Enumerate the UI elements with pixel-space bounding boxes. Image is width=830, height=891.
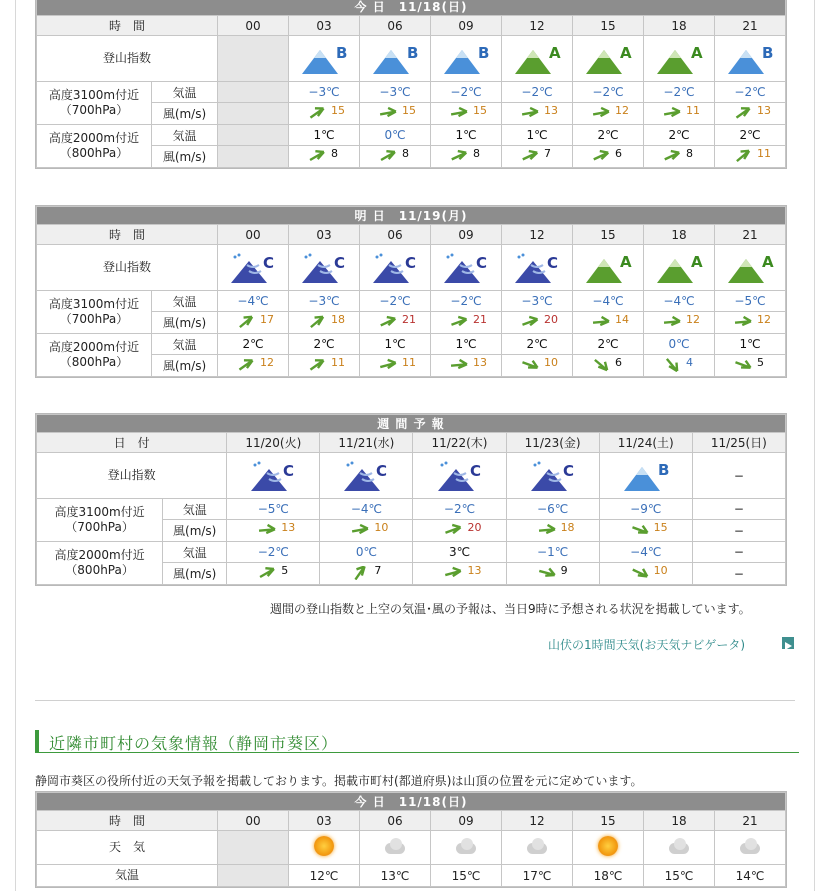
wind-cell: 12 — [644, 312, 715, 334]
alt1-temp-row — [37, 291, 786, 312]
empty-cell — [218, 146, 289, 168]
wind-arrow-icon — [257, 523, 277, 537]
wind-cell: 8 — [644, 146, 715, 168]
hourly-weather-link[interactable]: 山伏の1時間天気(お天気ナビゲータ) — [548, 638, 745, 652]
wind-cell: − — [692, 520, 785, 542]
wind-cell: 14 — [573, 312, 644, 334]
temp-cell: −2℃ — [502, 82, 573, 103]
wind-arrow-icon — [591, 315, 611, 329]
temp-cell: −2℃ — [644, 82, 715, 103]
wind-cell: 11 — [715, 146, 786, 168]
sun-icon — [598, 836, 618, 856]
svg-text:C: C — [263, 253, 275, 272]
svg-text:C: C — [562, 461, 574, 480]
svg-text:B: B — [478, 43, 490, 62]
wind-cell: 13 — [431, 355, 502, 377]
wind-cell: 11 — [289, 355, 360, 377]
section-divider — [35, 700, 795, 701]
mountain-icon — [644, 36, 715, 82]
section-title-text: 近隣市町村の気象情報（静岡市葵区） — [49, 734, 339, 753]
cloud-icon — [667, 838, 691, 854]
arrow-right-icon[interactable] — [782, 637, 794, 649]
weather-row — [37, 831, 786, 865]
time-cell: 18 — [644, 811, 715, 831]
date-cell: 11/20(火) — [227, 433, 320, 453]
temp-cell: 1℃ — [715, 334, 786, 355]
mountain-icon — [573, 245, 644, 291]
time-cell: 12 — [502, 225, 573, 245]
temp-label: 気温 — [37, 865, 218, 887]
storm-mountain-icon — [502, 245, 573, 291]
wind-arrow-icon — [307, 149, 327, 163]
temp-cell: −3℃ — [502, 291, 573, 312]
alt2-temp-row — [37, 542, 786, 563]
mountain-icon — [289, 36, 360, 82]
temp-label: 気温 — [163, 542, 227, 563]
wind-arrow-icon — [662, 106, 682, 120]
wind-arrow-icon — [630, 523, 650, 537]
wind-cell: 17 — [218, 312, 289, 334]
temp-label: 気温 — [152, 291, 218, 312]
temp-cell: −3℃ — [360, 82, 431, 103]
wind-cell: 10 — [599, 563, 692, 585]
storm-mountain-icon — [431, 245, 502, 291]
date-label: 日 付 — [37, 433, 227, 453]
index-cell: − — [692, 453, 785, 499]
time-label: 時 間 — [37, 16, 218, 36]
wind-arrow-icon — [443, 523, 463, 537]
storm-mountain-icon — [289, 245, 360, 291]
temp-cell: 1℃ — [431, 334, 502, 355]
alt1-label: 高度3100m付近 （700hPa） — [37, 499, 163, 542]
temp-cell: 15℃ — [431, 865, 502, 887]
mountain-icon — [431, 36, 502, 82]
wind-cell: 8 — [360, 146, 431, 168]
time-cell: 09 — [431, 16, 502, 36]
temp-row — [37, 865, 786, 887]
wind-cell: 18 — [289, 312, 360, 334]
temp-cell: 15℃ — [644, 865, 715, 887]
page-border-left — [15, 0, 16, 891]
wind-label: 風(m/s) — [163, 563, 227, 585]
wind-arrow-icon — [537, 523, 557, 537]
wind-cell: 15 — [599, 520, 692, 542]
temp-cell: 2℃ — [218, 334, 289, 355]
storm-mountain-icon — [360, 245, 431, 291]
svg-text:A: A — [620, 252, 632, 271]
wind-cell: 9 — [506, 563, 599, 585]
nearby-header: 今 日 11/18(日) — [37, 793, 786, 811]
wind-arrow-icon — [350, 566, 370, 580]
wind-cell: 11 — [360, 355, 431, 377]
temp-cell: −6℃ — [506, 499, 599, 520]
weekly-forecast-table — [35, 413, 787, 586]
temp-cell: 1℃ — [360, 334, 431, 355]
weather-cell — [431, 831, 502, 865]
storm-mountain-icon — [218, 245, 289, 291]
temp-label: 気温 — [152, 334, 218, 355]
nearby-forecast-table — [35, 791, 787, 888]
weather-cell — [502, 831, 573, 865]
temp-cell: −5℃ — [227, 499, 320, 520]
wind-arrow-icon — [733, 315, 753, 329]
time-label: 時 間 — [37, 811, 218, 831]
wind-arrow-icon — [733, 106, 753, 120]
cloud-icon — [383, 838, 407, 854]
wind-cell: 15 — [360, 103, 431, 125]
tomorrow-header: 明 日 11/19(月) — [37, 207, 786, 225]
wind-cell: 20 — [502, 312, 573, 334]
wind-cell: 11 — [644, 103, 715, 125]
svg-text:C: C — [405, 253, 417, 272]
storm-mountain-icon — [506, 453, 599, 499]
wind-arrow-icon — [662, 149, 682, 163]
date-cell: 11/21(水) — [320, 433, 413, 453]
wind-arrow-icon — [443, 566, 463, 580]
empty-cell — [218, 125, 289, 146]
alt2-temp-row — [37, 334, 786, 355]
wind-arrow-icon — [591, 106, 611, 120]
svg-text:C: C — [376, 461, 388, 480]
svg-text:B: B — [657, 460, 670, 479]
wind-cell: 15 — [289, 103, 360, 125]
svg-text:C: C — [476, 253, 488, 272]
today-forecast-table — [35, 0, 787, 169]
index-row — [37, 36, 786, 82]
wind-arrow-icon — [449, 106, 469, 120]
tomorrow-forecast-table — [35, 205, 787, 378]
wind-arrow-icon — [257, 566, 277, 580]
temp-cell: − — [692, 542, 785, 563]
index-cell-empty — [218, 36, 289, 82]
date-row — [37, 433, 786, 453]
wind-cell: 12 — [573, 103, 644, 125]
wind-cell: 5 — [227, 563, 320, 585]
wind-arrow-icon — [307, 106, 327, 120]
empty-cell — [218, 865, 289, 887]
time-label: 時 間 — [37, 225, 218, 245]
svg-text:A: A — [549, 43, 561, 62]
time-cell: 06 — [360, 16, 431, 36]
temp-cell: −2℃ — [227, 542, 320, 563]
wind-arrow-icon — [236, 358, 256, 372]
mountain-icon — [502, 36, 573, 82]
wind-cell: 7 — [502, 146, 573, 168]
index-label: 登山指数 — [37, 36, 218, 82]
mountain-icon — [573, 36, 644, 82]
cloud-icon — [454, 838, 478, 854]
wind-cell: 7 — [320, 563, 413, 585]
time-cell: 15 — [573, 225, 644, 245]
wind-arrow-icon — [350, 523, 370, 537]
wind-cell: 20 — [413, 520, 506, 542]
temp-cell: 14℃ — [715, 865, 786, 887]
weather-label: 天 気 — [37, 831, 218, 865]
temp-cell: −4℃ — [599, 542, 692, 563]
wind-arrow-icon — [520, 315, 540, 329]
time-row — [37, 225, 786, 245]
temp-cell: 1℃ — [431, 125, 502, 146]
svg-text:C: C — [334, 253, 346, 272]
time-cell: 09 — [431, 811, 502, 831]
wind-cell: 18 — [506, 520, 599, 542]
svg-text:B: B — [407, 43, 419, 62]
temp-cell: −1℃ — [506, 542, 599, 563]
svg-text:C: C — [469, 461, 481, 480]
wind-arrow-icon — [662, 358, 682, 372]
wind-cell: 10 — [502, 355, 573, 377]
temp-cell: 3℃ — [413, 542, 506, 563]
temp-cell: −4℃ — [573, 291, 644, 312]
time-cell: 21 — [715, 16, 786, 36]
svg-text:C: C — [547, 253, 559, 272]
wind-cell: 13 — [413, 563, 506, 585]
temp-cell: 12℃ — [289, 865, 360, 887]
temp-label: 気温 — [152, 82, 218, 103]
date-cell: 11/24(土) — [599, 433, 692, 453]
mountain-icon — [715, 245, 786, 291]
storm-mountain-icon — [413, 453, 506, 499]
alt2-label: 高度2000m付近 （800hPa） — [37, 542, 163, 585]
index-row — [37, 453, 786, 499]
weekly-note: 週間の登山指数と上空の気温･風の予報は、当日9時に予想される状況を掲載しています。 — [270, 602, 751, 616]
temp-label: 気温 — [163, 499, 227, 520]
wind-cell: 4 — [644, 355, 715, 377]
date-cell: 11/22(木) — [413, 433, 506, 453]
wind-arrow-icon — [449, 149, 469, 163]
wind-cell: 12 — [715, 312, 786, 334]
cloud-icon — [738, 838, 762, 854]
weekly-header: 週 間 予 報 — [37, 415, 786, 433]
time-cell: 12 — [502, 811, 573, 831]
temp-cell: 2℃ — [644, 125, 715, 146]
index-row — [37, 245, 786, 291]
mountain-icon — [715, 36, 786, 82]
wind-arrow-icon — [520, 106, 540, 120]
time-row — [37, 811, 786, 831]
wind-arrow-icon — [537, 566, 557, 580]
time-row — [37, 16, 786, 36]
wind-label: 風(m/s) — [152, 312, 218, 334]
svg-text:A: A — [762, 252, 774, 271]
wind-arrow-icon — [378, 315, 398, 329]
alt1-temp-row — [37, 82, 786, 103]
temp-cell: 17℃ — [502, 865, 573, 887]
temp-cell: −2℃ — [715, 82, 786, 103]
temp-label: 気温 — [152, 125, 218, 146]
weather-cell — [715, 831, 786, 865]
wind-cell: 8 — [431, 146, 502, 168]
time-cell: 09 — [431, 225, 502, 245]
temp-cell: 2℃ — [573, 334, 644, 355]
alt2-temp-row — [37, 125, 786, 146]
wind-cell: − — [692, 563, 785, 585]
wind-arrow-icon — [520, 358, 540, 372]
page-border-right — [814, 0, 815, 891]
wind-label: 風(m/s) — [152, 146, 218, 168]
wind-cell: 15 — [431, 103, 502, 125]
svg-text:A: A — [620, 43, 632, 62]
time-cell: 03 — [289, 225, 360, 245]
temp-cell: −4℃ — [644, 291, 715, 312]
temp-cell: −9℃ — [599, 499, 692, 520]
temp-cell: −2℃ — [431, 291, 502, 312]
time-cell: 03 — [289, 811, 360, 831]
temp-cell: 1℃ — [289, 125, 360, 146]
weather-cell — [289, 831, 360, 865]
mountain-icon — [599, 453, 692, 499]
temp-cell: −3℃ — [289, 291, 360, 312]
alt1-label: 高度3100m付近 （700hPa） — [37, 82, 152, 125]
weather-cell — [573, 831, 644, 865]
temp-cell: −2℃ — [413, 499, 506, 520]
wind-arrow-icon — [591, 149, 611, 163]
wind-arrow-icon — [378, 106, 398, 120]
sun-icon — [314, 836, 334, 856]
temp-cell: −4℃ — [320, 499, 413, 520]
wind-arrow-icon — [662, 315, 682, 329]
time-cell: 00 — [218, 225, 289, 245]
alt1-temp-row — [37, 499, 786, 520]
svg-text:A: A — [691, 252, 703, 271]
temp-cell: 13℃ — [360, 865, 431, 887]
time-cell: 06 — [360, 811, 431, 831]
time-cell: 18 — [644, 225, 715, 245]
wind-arrow-icon — [236, 315, 256, 329]
mountain-icon — [360, 36, 431, 82]
wind-cell: 10 — [320, 520, 413, 542]
time-cell: 00 — [218, 16, 289, 36]
weather-cell — [360, 831, 431, 865]
weather-cell — [644, 831, 715, 865]
wind-arrow-icon — [630, 566, 650, 580]
temp-cell: − — [692, 499, 785, 520]
wind-arrow-icon — [378, 358, 398, 372]
date-cell: 11/23(金) — [506, 433, 599, 453]
time-cell: 18 — [644, 16, 715, 36]
today-header: 今 日 11/18(日) — [37, 0, 786, 16]
section-title — [35, 730, 799, 753]
temp-cell: 2℃ — [715, 125, 786, 146]
temp-cell: 2℃ — [289, 334, 360, 355]
temp-cell: −2℃ — [360, 291, 431, 312]
wind-arrow-icon — [378, 149, 398, 163]
temp-cell: 0℃ — [360, 125, 431, 146]
temp-cell: 0℃ — [644, 334, 715, 355]
temp-cell: 18℃ — [573, 865, 644, 887]
time-cell: 21 — [715, 225, 786, 245]
temp-cell: −3℃ — [289, 82, 360, 103]
cloud-icon — [525, 838, 549, 854]
temp-cell: 0℃ — [320, 542, 413, 563]
empty-cell — [218, 82, 289, 103]
wind-arrow-icon — [733, 149, 753, 163]
storm-mountain-icon — [227, 453, 320, 499]
temp-cell: −2℃ — [431, 82, 502, 103]
wind-label: 風(m/s) — [152, 355, 218, 377]
wind-cell: 6 — [573, 146, 644, 168]
wind-arrow-icon — [449, 358, 469, 372]
wind-arrow-icon — [307, 358, 327, 372]
empty-cell — [218, 103, 289, 125]
svg-text:B: B — [336, 43, 348, 62]
temp-cell: −4℃ — [218, 291, 289, 312]
time-cell: 15 — [573, 811, 644, 831]
temp-cell: 1℃ — [502, 125, 573, 146]
wind-arrow-icon — [449, 315, 469, 329]
time-cell: 12 — [502, 16, 573, 36]
time-cell: 06 — [360, 225, 431, 245]
wind-label: 風(m/s) — [163, 520, 227, 542]
wind-cell: 21 — [431, 312, 502, 334]
index-label: 登山指数 — [37, 245, 218, 291]
wind-label: 風(m/s) — [152, 103, 218, 125]
svg-text:A: A — [691, 43, 703, 62]
temp-cell: −2℃ — [573, 82, 644, 103]
alt2-label: 高度2000m付近 （800hPa） — [37, 334, 152, 377]
time-cell: 00 — [218, 811, 289, 831]
storm-mountain-icon — [320, 453, 413, 499]
svg-text:B: B — [762, 43, 774, 62]
temp-cell: −5℃ — [715, 291, 786, 312]
index-label: 登山指数 — [37, 453, 227, 499]
wind-arrow-icon — [591, 358, 611, 372]
alt2-label: 高度2000m付近 （800hPa） — [37, 125, 152, 168]
wind-cell: 5 — [715, 355, 786, 377]
time-cell: 15 — [573, 16, 644, 36]
alt1-label: 高度3100m付近 （700hPa） — [37, 291, 152, 334]
empty-cell — [218, 831, 289, 865]
wind-arrow-icon — [307, 315, 327, 329]
wind-cell: 21 — [360, 312, 431, 334]
section-description: 静岡市葵区の役所付近の天気予報を掲載しております。掲載市町村(都道府県)は山頂の位置を元に定めています。 — [35, 774, 643, 788]
temp-cell: 2℃ — [573, 125, 644, 146]
wind-arrow-icon — [733, 358, 753, 372]
wind-cell: 6 — [573, 355, 644, 377]
date-cell: 11/25(日) — [692, 433, 785, 453]
wind-cell: 13 — [715, 103, 786, 125]
wind-cell: 12 — [218, 355, 289, 377]
wind-cell: 8 — [289, 146, 360, 168]
time-cell: 21 — [715, 811, 786, 831]
mountain-icon — [644, 245, 715, 291]
svg-text:C: C — [283, 461, 295, 480]
wind-arrow-icon — [520, 149, 540, 163]
wind-cell: 13 — [502, 103, 573, 125]
wind-cell: 13 — [227, 520, 320, 542]
time-cell: 03 — [289, 16, 360, 36]
temp-cell: 2℃ — [502, 334, 573, 355]
